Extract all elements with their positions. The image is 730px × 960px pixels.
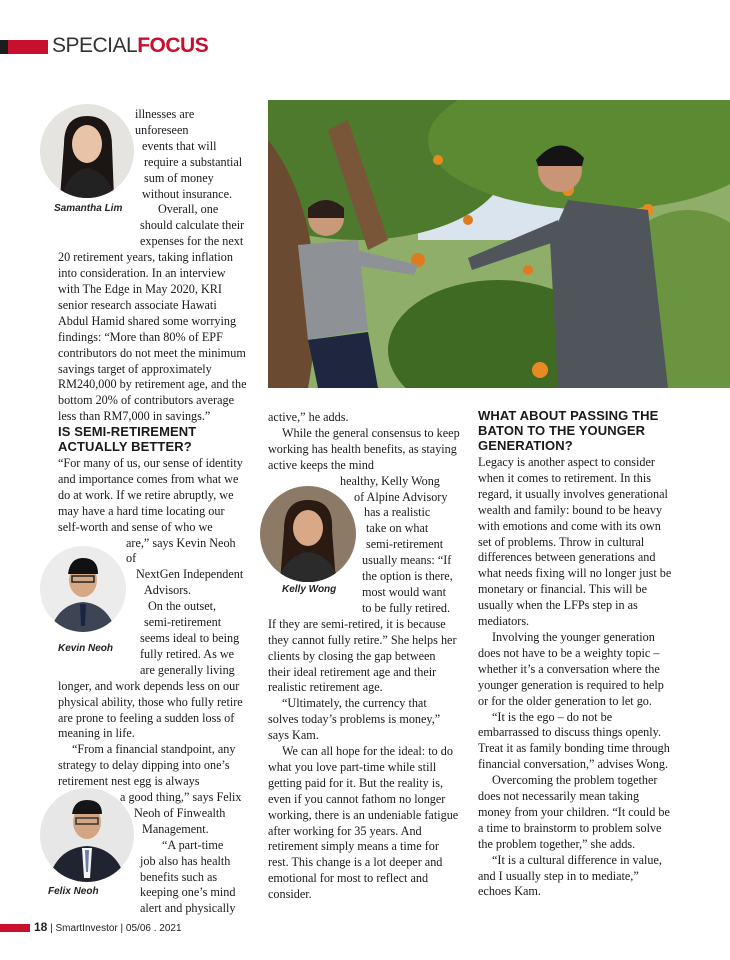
paragraph: 20 retirement years, taking inflation into consideration. In an interview with The Edge in May 2020, KRI senior research associate Hawati Abdul Hamid shared some worrying findings: “More than 80% of EPF contributors do not meet the minimum savings target of approximately RM240,000 by retirement age, and the bottom 20% of contributors average less than RM7,000 in savings.” bbox=[58, 250, 247, 424]
paragraph: active,” he adds. bbox=[268, 410, 349, 424]
paragraph: Legacy is another aspect to consider when it comes to retirement. In this regard, it usually involves generational wealth and family: bound to be heavy with emotions and come with its own set of problems. Throw in cultural differences between generations and what needs fixing will no longer just be monetary or financial. This will be usually when the LFPs step in as mediators. bbox=[478, 455, 672, 629]
caption-samantha: Samantha Lim bbox=[54, 203, 123, 214]
paragraph: We can all hope for the ideal: to do what you love part-time while still getting paid for it. But the reality is, even if you cannot fathom no longer working, there is an undeniable fatigue after working for 35 years. And retirement simply means a time for rest. This change is a lot deeper and emotional for most to reflect and consider. bbox=[268, 744, 459, 902]
paragraph: “From a financial standpoint, any strategy to delay dipping into one’s retirement nest egg is always bbox=[58, 742, 236, 789]
heading-semi-retirement: IS SEMI-RETIREMENT ACTUALLY BETTER? bbox=[58, 424, 197, 454]
paragraph: If they are semi-retired, it is because they cannot fully retire.” She helps her clients by closing the gap between their ideal retirement age and their realistic retirement age. bbox=[268, 616, 457, 695]
caption-kelly: Kelly Wong bbox=[282, 584, 337, 595]
footer bbox=[34, 920, 182, 934]
paragraph: longer, and work depends less on our physical ability, those who fully retire are prone to feeling a sudden loss of meaning in life. bbox=[58, 678, 243, 741]
header-bar-accent bbox=[8, 40, 48, 54]
footer-accent-bar bbox=[0, 924, 30, 932]
page-number: 18 bbox=[34, 920, 48, 934]
paragraph: Involving the younger generation does not have to be a weighty topic – whether it’s a conversation where the younger generation is required to help or for the older generation to let go. bbox=[478, 629, 664, 708]
section-title: SPECIALFOCUS bbox=[52, 34, 209, 57]
paragraph: While the general consensus to keep working has health benefits, as staying active keeps the mind bbox=[268, 425, 460, 472]
caption-felix: Felix Neoh bbox=[48, 886, 99, 897]
column-1-lower: IS SEMI-RETIREMENT ACTUALLY BETTER? “For many of us, our sense of identity and importance comes from what we do at work. If we retire abruptly, we may have a hard time locating our self-worth and sense of who we are,” says Kevin Neoh of NextGen Independent Advisors. On the outset, semi-retirement seems ideal to being fully retired. As we are generally living longer, and work depends less on our physical ability, those who fully retire are prone to feeling a sudden loss of meaning in life. “From a financial standpoint, any strategy to delay dipping into one’s retirement nest egg is always a good thing,” says Felix Neoh of Finwealth Management. “A part-time job also has health benefits such as keeping one’s mind alert and physically bbox=[58, 424, 248, 917]
paragraph: “It is the ego – do not be embarrassed to discuss things openly. Treat it as family bonding time through financial conversation,” advises Wong. bbox=[478, 709, 670, 772]
publication-info: | SmartInvestor | 05/06 . 2021 bbox=[50, 923, 182, 934]
paragraph: “It is a cultural difference in value, and I usually step in to mediate,” echoes Kam. bbox=[478, 852, 662, 899]
paragraph: “Ultimately, the currency that solves today’s problems is money,” says Kam. bbox=[268, 696, 441, 743]
caption-kevin: Kevin Neoh bbox=[58, 643, 114, 654]
paragraph: “For many of us, our sense of identity and importance comes from what we do at work. If we retire abruptly, we may have a hard time locating our self-worth and sense of who we bbox=[58, 456, 243, 534]
column-2: active,” he adds. While the general consensus to keep working has health benefits, as staying active keeps the mind healthy, Kelly Wong of Alpine Advisory has a realistic take on what semi-retirement usually means: “If the option is there, most would want to be fully retired. If they are semi-retired, it is because they cannot fully retire.” She helps her clients by closing the gap between their ideal retirement age and their realistic retirement age. “Ultimately, the currency that solves today’s problems is money,” says Kam. We can all hope for the ideal: to do what you love part-time while still getting paid for it. But the reality is, even if you cannot fathom no longer working, there is an undeniable fatigue after working for 35 years. And retirement simply means a time for rest. This change is a lot deeper and emotional for most to reflect and consider. bbox=[268, 410, 460, 902]
column-3 bbox=[478, 408, 674, 900]
text-wrap-lines: illnesses are unforeseen events that will require a substantial sum of money without insurance. Overall, one should calculate their expenses for the next bbox=[135, 107, 245, 249]
heading-younger-generation: WHAT ABOUT PASSING THE BATON TO THE YOUNGER GENERATION? bbox=[478, 408, 659, 453]
column-1 bbox=[58, 107, 248, 425]
paragraph: Overcoming the problem together does not necessarily mean taking money from your children. “It could be a time to brainstorm to problem solve the problem together,” she adds. bbox=[478, 773, 670, 851]
orchard-photo bbox=[268, 100, 730, 388]
